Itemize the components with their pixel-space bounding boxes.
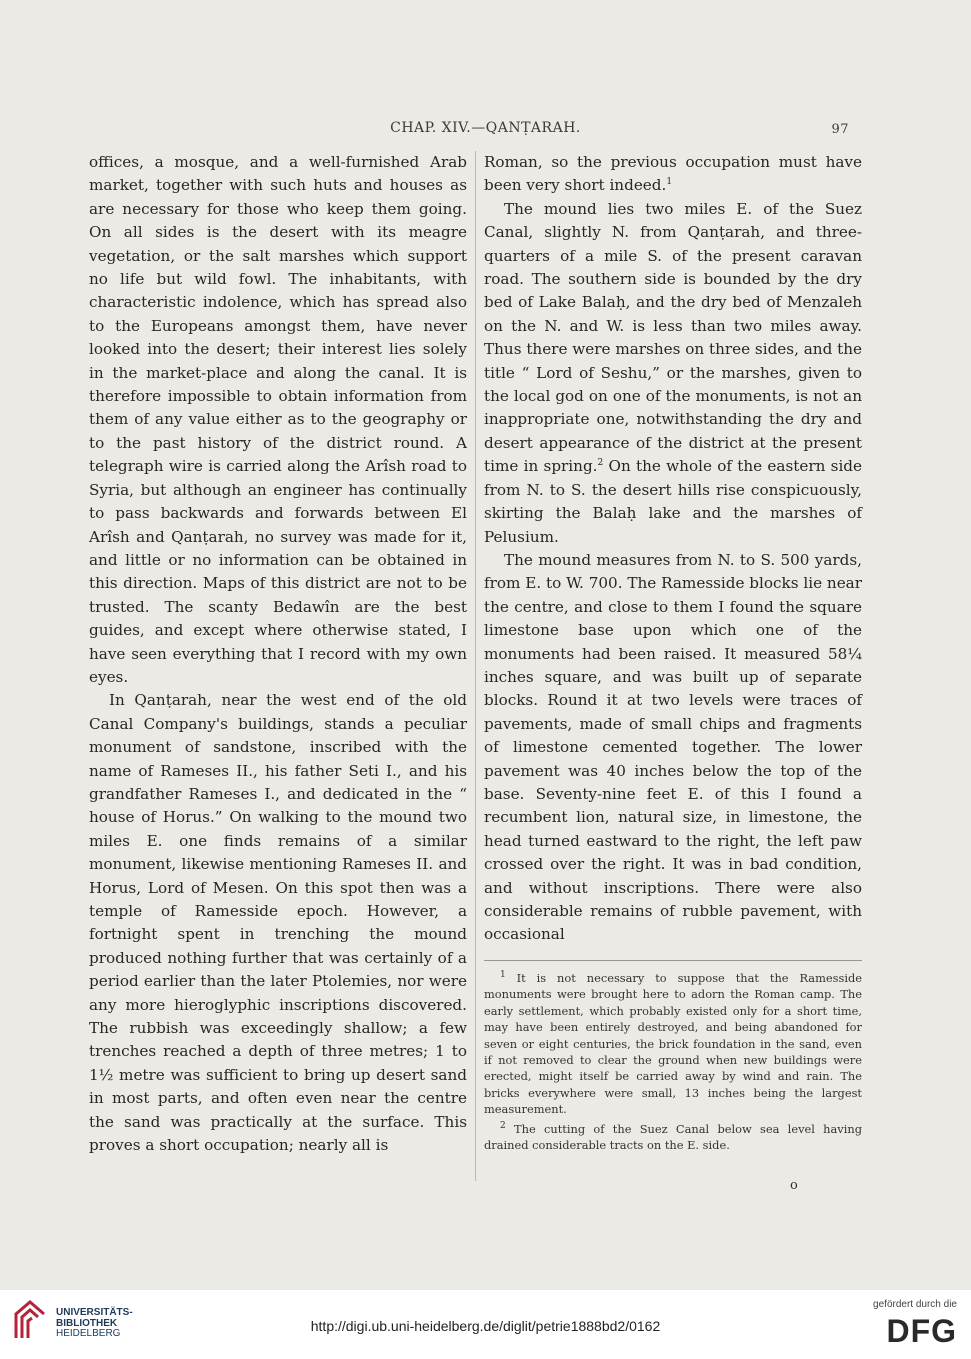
dfg-logo: DFG [886, 1313, 957, 1349]
column-divider [475, 151, 476, 1181]
paragraph: In Qanṭarah, near the west end of the old Canal Company's buildings, stands a peculiar monument of sandstone, inscribed with the name of Rameses II., his father Seti I., and his grandfather Rameses I., and dedicated in the “ house of Horus.” On walking to the mound two miles E. one finds remains of a similar monument, likewise mentioning Rameses II. and Horus, Lord of Mesen. On this spot then was a temple of Ramesside epoch. However, a fortnight spent in trenching the mound produced nothing further that was certainly of a period earlier than the later Ptolemies, nor were any more hieroglyphic inscriptions discovered. The rubbish was exceedingly shallow; a few trenches reached a depth of three metres; 1 to 1½ metre was sufficient to bring up desert sand in most parts, and often even near the centre the sand was practically at the surface. This proves a short occupation; nearly all is [89, 691, 467, 1155]
source-url[interactable]: http://digi.ub.uni-heidelberg.de/diglit/petrie1888bd2/0162 [310, 1318, 661, 1334]
footnote-ref: 2 [597, 458, 604, 469]
paragraph: offices, a mosque, and a well-furnished Arab market, together with such huts and houses as are necessary for those who keep them going. On all sides is the desert with its meagre vegetation, or the salt marshes which support no life but wild fowl. The inhabitants, with characteristic indolence, which has spread also to the Europeans amongst them, have never looked into the desert; their interest lies solely in the market-place and along the canal. It is therefore impossible to obtain information from them of any value either as to the geography or to the past history of the district round. A telegraph wire is carried along the Arîsh road to Syria, but although an engineer has continually to pass backwards and forwards between El Arîsh and Qanṭarah, no survey was made for it, and little or no information can be obtained in this direction. Maps of this district are not to be trusted. The scanty Bedawîn are the best guides, and except where otherwise stated, I have seen everything that I record with my own eyes. [89, 153, 467, 686]
left-column [89, 151, 467, 1157]
footnote [484, 970, 862, 1118]
paragraph: The mound measures from N. to S. 500 yards, from E. to W. 700. The Ramesside blocks lie near the centre, and close to them I found the square limestone base upon which one of the monuments had been raised. It measured 58¼ inches square, and was built up of separate blocks. Round it at two levels were traces of pavements, made of small chips and fragments of limestone cemented together. The lower pavement was 40 inches below the top of the base. Seventy-nine feet E. of this I found a recumbent lion, natural size, in limestone, the head turned eastward to the right, the left paw crossed over the right. It was in bad condition, and without inscriptions. There were also considerable remains of rubble pavement, with occasional [484, 550, 862, 944]
library-line: HEIDELBERG [56, 1328, 121, 1339]
footnote-ref: 1 [666, 177, 673, 188]
footnote-text: The cutting of the Suez Canal below sea level having drained considerable tracts on the E. side. [484, 1121, 863, 1153]
funded-by-label: gefördert durch die [873, 1299, 957, 1310]
footnote [484, 1121, 862, 1154]
paragraph-text: The mound lies two miles E. of the Suez Canal, slightly N. from Qanṭarah, and three-quarters of a mile S. of the present caravan road. The southern side is bounded by the dry bed of Lake Balaḥ, and the dry bed of Menzaleh on the N. and W. is less than two miles away. Thus there were marshes on three sides, and the title “ Lord of Seshu,” or the marshes, given to the local god on one of the monuments, is not an inappropriate one, notwithstanding the dry and desert appearance of the district at the present time in spring. [484, 199, 862, 476]
paragraph [484, 151, 862, 198]
running-header [0, 118, 971, 140]
page-number: 97 [831, 122, 849, 137]
footnotes [484, 970, 862, 1156]
footnote-mark: 1 [500, 970, 506, 981]
right-column [484, 151, 862, 947]
footnote-rule [484, 960, 862, 961]
paragraph-text: On the whole of the eastern side from N. to S. the desert hills rise conspicuously, skirting the Balaḥ lake and the marshes of Pelusium. [484, 457, 863, 546]
chapter-title: CHAP. XIV.—QANṬARAH. [390, 120, 581, 136]
footnote-text: It is not necessary to suppose that the Ramesside monuments were brought here to adorn the Roman camp. The early settlement, which probably existed only for a short time, may have been entirely destroyed, and being abandoned for seven or eight centuries, the brick foundation in the sand, even if not removed to clear the ground when new buildings were erected, might itself be carried away by wind and rain. The bricks everywhere were small, 13 inches being the largest measurement. [484, 971, 862, 1117]
library-line: UNIVERSITÄTS- [56, 1307, 133, 1318]
paragraph-text: Roman, so the previous occupation must have been very short indeed. [484, 153, 862, 195]
footnote-mark: 2 [500, 1120, 506, 1131]
paragraph [484, 198, 862, 549]
library-line: BIBLIOTHEK [56, 1317, 118, 1329]
signature-mark: o [790, 1178, 798, 1193]
